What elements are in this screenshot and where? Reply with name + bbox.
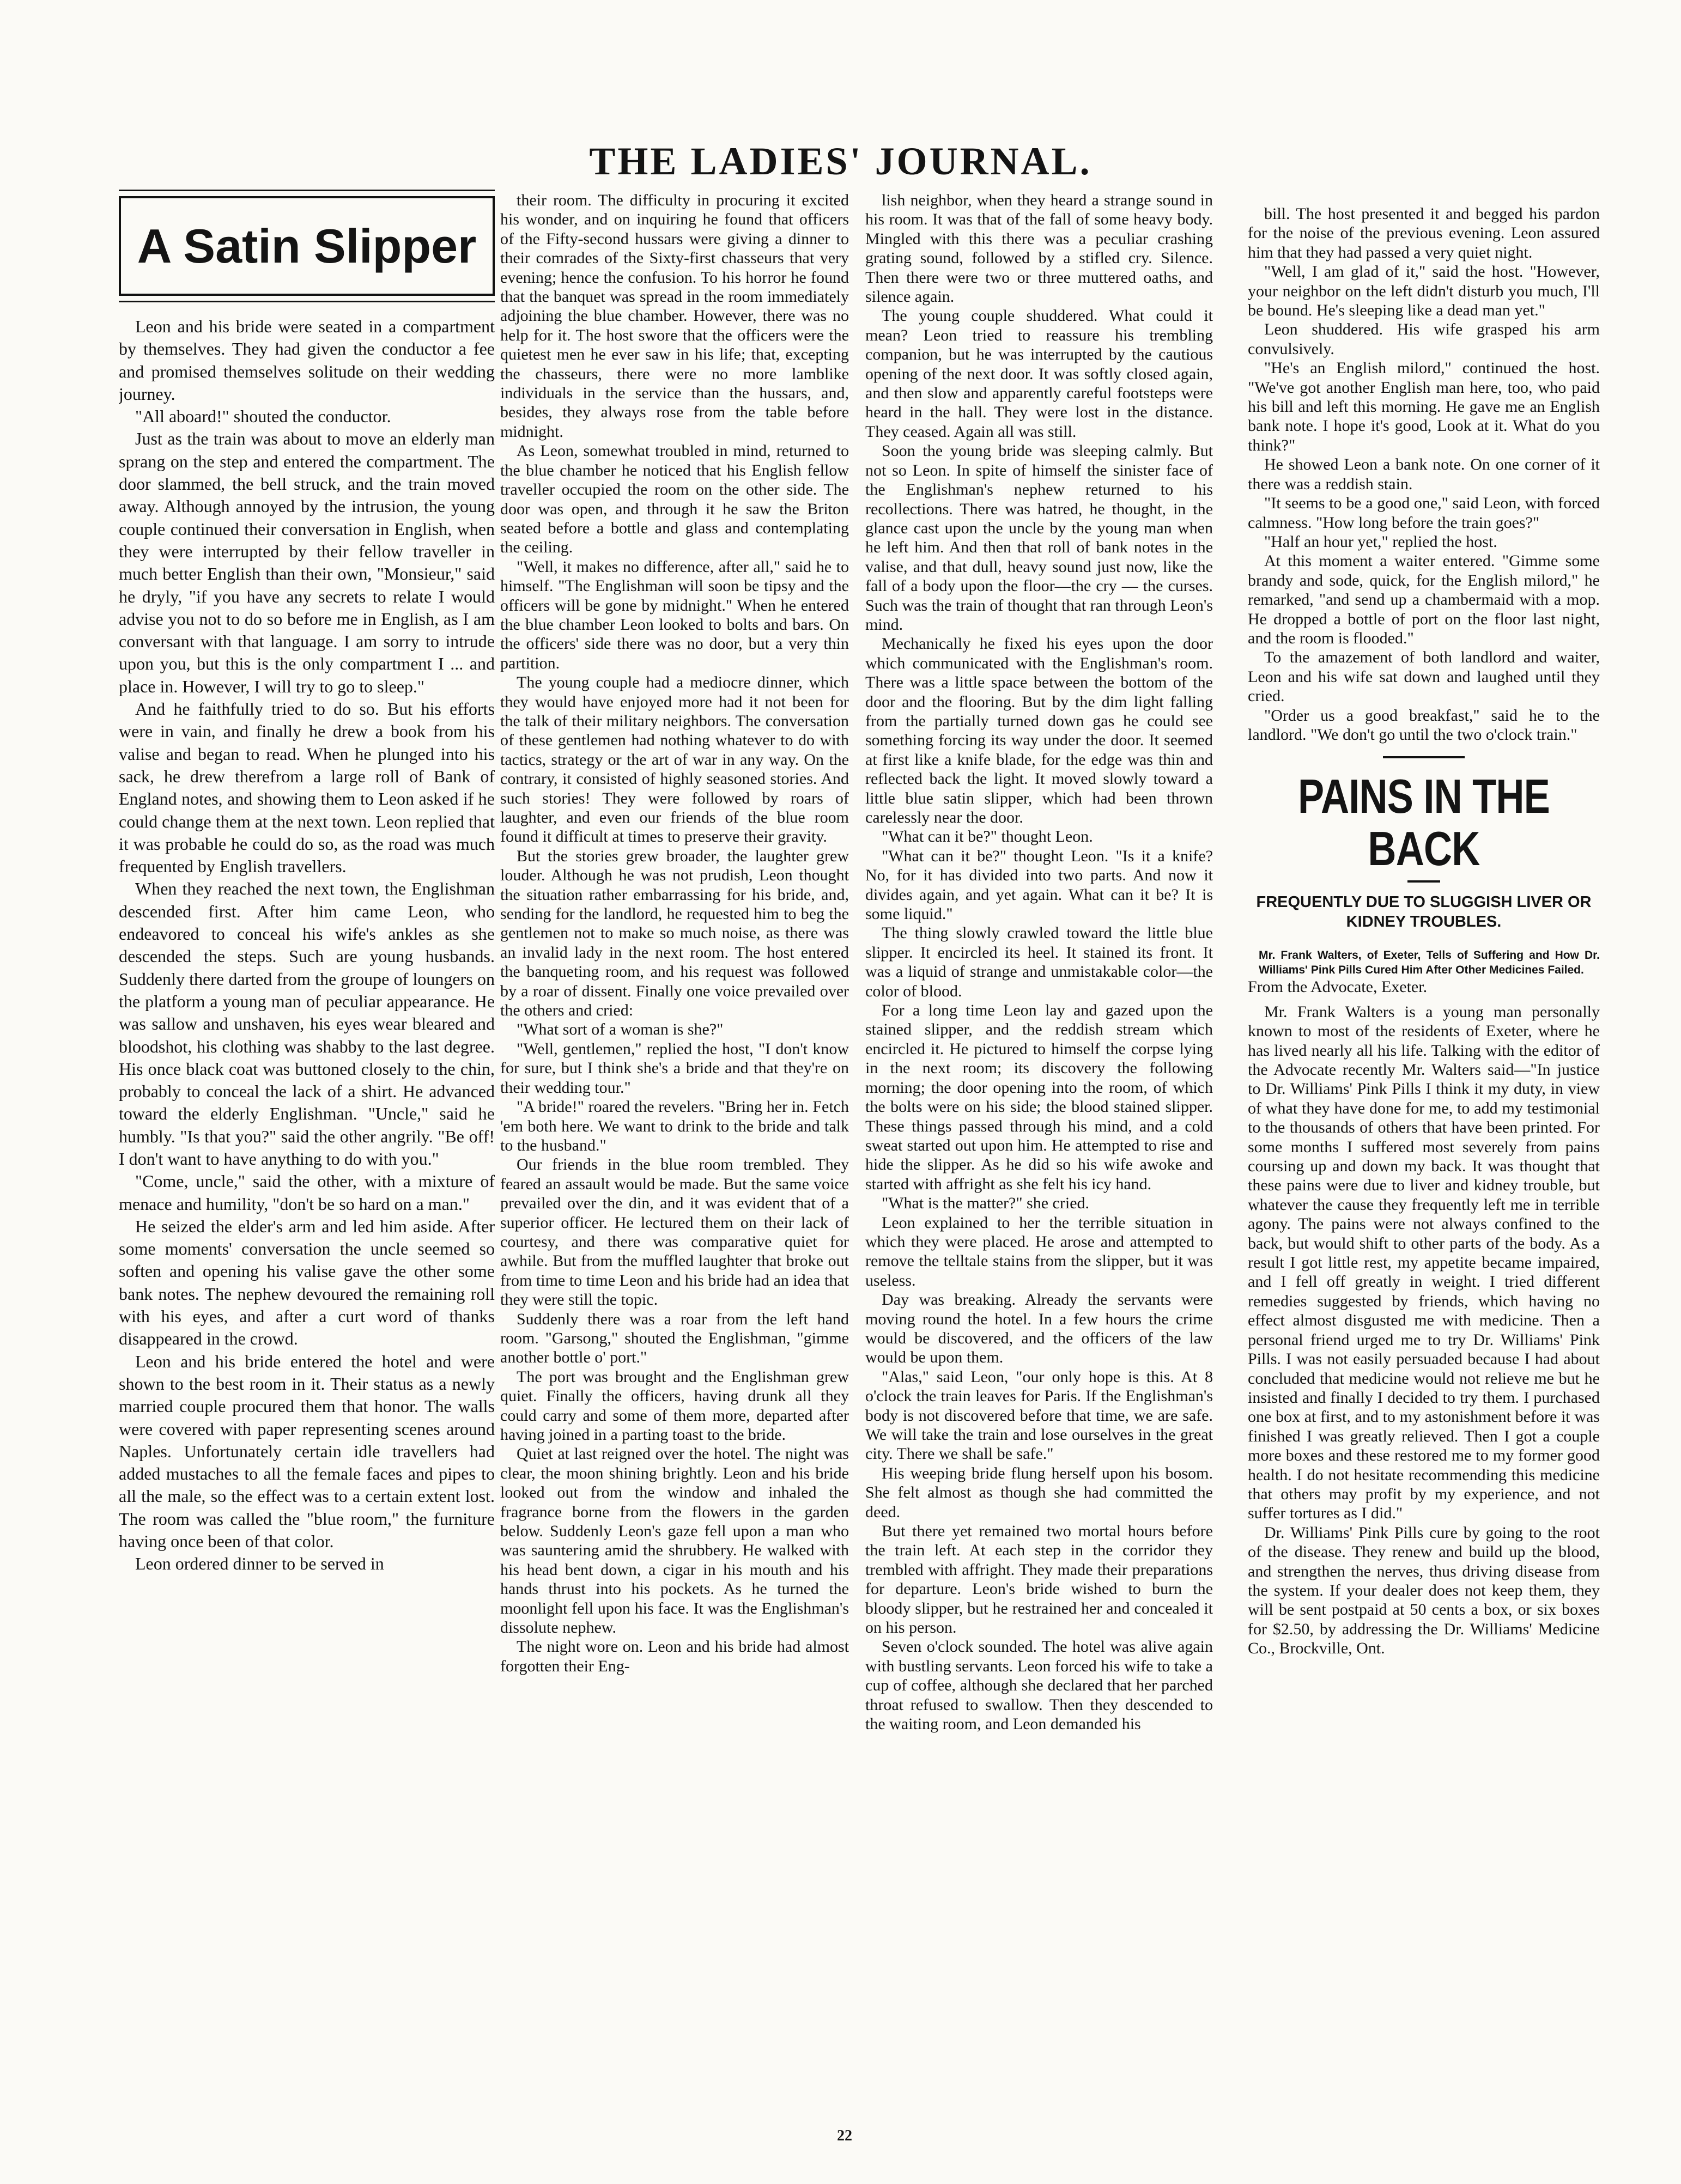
paragraph: Leon and his bride were seated in a compartment by themselves. They had given the conductor a fee and promised themselves solitude on their wedding journey. bbox=[119, 317, 495, 404]
paragraph: Our friends in the blue room trembled. They feared an assault would be made. But the same voice prevailed over the din, and it was evident that of a superior officer. He lectured them on their lack of courtesy, and there was comparative quiet for awhile. But from the muffled laughter that broke out from time to time Leon and his bride had an idea that they were still the topic. bbox=[500, 1155, 849, 1309]
column-1 bbox=[119, 180, 495, 2130]
paragraph: Mechanically he fixed his eyes upon the door which communicated with the Englishman's room. There was a little space between the bottom of the door and the flooring. But by the dim light falling from the partially turned down gas he could see something forcing its way under the door. It seemed at first like a knife blade, for the edge was thin and reflected back the light. It moved slowly toward a little blue satin slipper, which had been thrown carelessly near the door. bbox=[865, 635, 1213, 826]
paragraph: Leon ordered dinner to be served in bbox=[135, 1554, 384, 1574]
ad-source: From the Advocate, Exeter. bbox=[1248, 978, 1428, 996]
paragraph: "What sort of a woman is she?" bbox=[517, 1020, 724, 1039]
paragraph: Quiet at last reigned over the hotel. The night was clear, the moon shining brightly. Leon and his bride looked out from the window and inhaled the fragrance borne from the flowers in the garden below. Suddenly Leon's gaze fell upon a man who was sauntering amid the shrubbery. He walked with his head bent down, a cigar in his mouth and his hands thrust into his pockets. As he turned the moonlight fell upon his face. It was the Englishman's dissolute nephew. bbox=[500, 1445, 849, 1637]
paragraph: Leon and his bride entered the hotel and were shown to the best room in it. Their status as a newly married couple procured them that honor. The walls were covered with paper representing scenes around Naples. Unfortunately certain idle travellers had added mustaches to all the female faces and pipes to all the male, so the effect was to a certain extent lost. The room was called the "blue room," the furniture having once been of that color. bbox=[119, 1351, 495, 1552]
paragraph: "Well, I am glad of it," said the host. "However, your neighbor on the left didn't disturb you much, I'll be bound. He's sleeping like a dead man yet." bbox=[1248, 263, 1600, 320]
paragraph: But the stories grew broader, the laughter grew louder. Although he was not prudish, Leon thought the situation rather embarrassing for his bride, and, sending for the landlord, he requested him to beg the gentlemen not to make so much noise, as there was an invalid lady in the next room. The host entered the banqueting room, and his request was followed by a roar of dissent. Finally one voice prevailed over the others and cried: bbox=[500, 847, 849, 1020]
paragraph: lish neighbor, when they heard a strange sound in his room. It was that of the fall of some heavy body. Mingled with this there was a peculiar crashing grating sound, followed by a stifled cry. Silence. Then there were two or three muttered oaths, and silence again. bbox=[865, 191, 1213, 306]
column-4 bbox=[1248, 204, 1600, 2155]
paragraph: Dr. Williams' Pink Pills cure by going to the root of the disease. They renew and build up the blood, and strengthen the nerves, thus driving disease from the system. If your dealer does not keep them, they will be sent postpaid at 50 cents a box, or six boxes for $2.50, by addressing the Dr. Williams' Medicine Co., Brockville, Ont. bbox=[1248, 1523, 1600, 1658]
paragraph: "Half an hour yet," replied the host. bbox=[1264, 532, 1497, 551]
paragraph: Mr. Frank Walters is a young man personally known to most of the residents of Exeter, where he has lived nearly all his life. Talking with the editor of the Advocate recently Mr. Walters said—"In justice to Dr. Williams' Pink Pills I think it my duty, in view of what they have done for me, to add my testimonial to the thousands of others that have been printed. For some months I suffered most severely from pains coursing up and down my back. It was thought that these pains were due to liver and kidney trouble, but whatever the cause they frequently left me in terrible agony. The pains were not always confined to the back, but would shift to other parts of the body. As a result I got little rest, my appetite became impaired, and I fell off greatly in weight. I tried different remedies suggested by friends, which having no effect almost disgusted me with medicine. Then a personal friend urged me to try Dr. Williams' Pink Pills. I was not easily persuaded because I had about concluded that medicine would not relieve me but he insisted and finally I decided to try them. I purchased one box at first, and to my astonishment before it was finished I was greatly relieved. Then I got a couple more boxes and these restored me to my former good health. I do not hesitate recommending this medicine that others may profit by my experience, and not suffer tortures as I did." bbox=[1248, 1002, 1600, 1523]
paragraph: "What is the matter?" she cried. bbox=[882, 1194, 1090, 1213]
paragraph: He seized the elder's arm and led him aside. After some moments' conversation the uncle seemed so soften and opening his valise gave the other some bank notes. The nephew devoured the remaining roll with his eyes, and after a curt word of thanks disappeared in the crowd. bbox=[119, 1216, 495, 1349]
paragraph: And he faithfully tried to do so. But his efforts were in vain, and finally he drew a book from his valise and began to read. When he plunged into his sack, he drew therefrom a large roll of Bank of England notes, and showing them to Leon asked if he could change them at the next town. Leon replied that it was probable he could do so, as the road was much frequented by English travellers. bbox=[119, 699, 495, 877]
masthead: THE LADIES' JOURNAL. bbox=[589, 139, 1092, 183]
paragraph: The thing slowly crawled toward the little blue slipper. It encircled its heel. It stained its front. It was a liquid of strange and unmistakable color—the color of blood. bbox=[865, 924, 1213, 1000]
ad-headline: PAINS IN THE BACK bbox=[1298, 769, 1550, 876]
paragraph: Seven o'clock sounded. The hotel was alive again with bustling servants. Leon forced his wife to take a cup of coffee, although she declared that her parched throat refused to swallow. Then they descended to the waiting room, and Leon demanded his bbox=[865, 1638, 1213, 1733]
column-3 bbox=[865, 191, 1213, 2141]
paragraph: "Alas," said Leon, "our only hope is this. At 8 o'clock the train leaves for Paris. If the Englishman's body is not discovered before that time, we are safe. We will take the train and lose ourselves in the great city. There we shall be safe." bbox=[865, 1367, 1213, 1463]
story-title-box bbox=[119, 196, 495, 296]
page-number: 22 bbox=[837, 2127, 852, 2144]
paragraph: The port was brought and the Englishman grew quiet. Finally the officers, having drunk all they could carry and some of them more, departed after having joined in a parting toast to the bride. bbox=[500, 1367, 849, 1444]
paragraph: "Well, it makes no difference, after all," said he to himself. "The Englishman will soon be tipsy and the officers will be gone by midnight." When he entered the blue chamber Leon looked to bolts and bars. On the officers' side there was no door, but a very thin partition. bbox=[500, 557, 849, 672]
paragraph: "Come, uncle," said the other, with a mixture of menace and humility, "don't be so hard on a man." bbox=[119, 1171, 495, 1214]
paragraph: Suddenly there was a roar from the left hand room. "Garsong," shouted the Englishman, "gimme another bottle o' port." bbox=[500, 1310, 849, 1367]
divider bbox=[1383, 756, 1465, 758]
paragraph: The young couple had a mediocre dinner, which they would have enjoyed more had it not been for the talk of their military neighbors. The conversation of these gentlemen had nothing whatever to do with tactics, strategy or the art of war in any way. On the contrary, it consisted of highly seasoned stories. And such stories! They were followed by roars of laughter, and even our friends of the blue room found it difficult at times to preserve their gravity. bbox=[500, 673, 849, 846]
paragraph: Leon explained to her the terrible situation in which they were placed. He arose and attempted to remove the telltale stains from the slipper, but it was useless. bbox=[865, 1213, 1213, 1289]
paragraph: "It seems to be a good one," said Leon, with forced calmness. "How long before the train goes?" bbox=[1248, 494, 1600, 532]
paragraph: At this moment a waiter entered. "Gimme some brandy and sode, quick, for the English milord," he remarked, "and send up a chambermaid with a mop. He dropped a bottle of port on the floor last night, and the room is flooded." bbox=[1248, 552, 1600, 647]
ad-deck: Mr. Frank Walters, of Exeter, Tells of Suffering and How Dr. Williams' Pink Pills Cured Him After Other Medicines Failed. bbox=[1259, 949, 1600, 977]
paragraph: Just as the train was about to move an elderly man sprang on the step and entered the compartment. The door slammed, the bell struck, and the train moved away. Although annoyed by the intrusion, the young couple continued their conversation in English, when they were interrupted by their fellow traveller in much better English than their own, "Monsieur," said he dryly, "if you have any secrets to relate I would advise you not to do so before me in English, as I am conversant with that language. I am sorry to intrude upon you, but this is the only compartment I ... and place in. However, I will try to go to sleep." bbox=[119, 429, 495, 696]
paragraph: Day was breaking. Already the servants were moving round the hotel. In a few hours the crime would be discovered, and the officers of the law would be upon them. bbox=[865, 1291, 1213, 1367]
paragraph: As Leon, somewhat troubled in mind, returned to the blue chamber he noticed that his English fellow traveller occupied the room on the other side. The door was open, and through it he saw the Briton seated before a bottle and glass and contemplating the ceiling. bbox=[500, 442, 849, 557]
paragraph: His weeping bride flung herself upon his bosom. She felt almost as though she had committed the deed. bbox=[865, 1464, 1213, 1521]
paragraph: Soon the young bride was sleeping calmly. But not so Leon. In spite of himself the sinister face of the Englishman's nephew returned to his recollections. There was hatred, he thought, in the glance cast upon the uncle by the young man when he left him. And then that roll of bank notes in the valise, and that dull, heavy sound just now, like the fall of a body upon the floor—the cry — the curses. Such was the train of thought that ran through Leon's mind. bbox=[865, 442, 1213, 634]
story-body-col1 bbox=[119, 315, 495, 1575]
ad-subhead: FREQUENTLY DUE TO SLUGGISH LIVER OR KIDNEY TROUBLES. bbox=[1256, 893, 1592, 931]
paragraph: "All aboard!" shouted the conductor. bbox=[135, 406, 391, 427]
paragraph: bill. The host presented it and begged his pardon for the noise of the previous evening. Leon assured him that they had passed a very quiet night. bbox=[1248, 205, 1600, 261]
story-title: A Satin Slipper bbox=[137, 218, 477, 273]
divider bbox=[1407, 880, 1440, 883]
paragraph: "Order us a good breakfast," said he to the landlord. "We don't go until the two o'clock train." bbox=[1248, 706, 1600, 744]
paragraph: The night wore on. Leon and his bride had almost forgotten their Eng- bbox=[500, 1638, 849, 1675]
paragraph: He showed Leon a bank note. On one corner of it there was a reddish stain. bbox=[1248, 455, 1600, 493]
paragraph: "What can it be?" thought Leon. "Is it a knife? No, for it has divided into two parts. And now it divides again, and yet again. What can it be? It is some liquid." bbox=[865, 847, 1213, 923]
paragraph: Leon shuddered. His wife grasped his arm convulsively. bbox=[1248, 320, 1600, 358]
paragraph: When they reached the next town, the Englishman descended first. After him came Leon, who endeavored to conceal his wife's ankles as she descended the steps. Such are young husbands. Suddenly there darted from the groupe of loungers on the platform a young man of peculiar appearance. He was sallow and unshaven, his eyes wear bleared and bloodshot, his clothing was shabby to the last degree. His once black coat was buttoned closely to the chin, probably to conceal the lack of a shirt. He advanced toward the elderly Englishman. "Uncle," said he humbly. "Is that you?" said the other angrily. "Be off! I don't want to have anything to do with you." bbox=[119, 879, 495, 1169]
paragraph: "He's an English milord," continued the host. "We've got another English man here, too, who paid his bill and left this morning. He gave me an English bank note. I hope it's good, Look at it. What do you think?" bbox=[1248, 359, 1600, 454]
paragraph: But there yet remained two mortal hours before the train left. At each step in the corridor they trembled with affright. They made their preparations for departure. Leon's bride wished to burn the bloody slipper, but he restrained her and concealed it on his person. bbox=[865, 1522, 1213, 1637]
paragraph: For a long time Leon lay and gazed upon the stained slipper, and the reddish stream which encircled it. He pictured to himself the corpse lying in the next room; its discovery the following morning; the door opening into the room, of which the bolts were on his side; the blood stained slipper. These things passed through his mind, and a cold sweat started out upon him. He attempted to rise and hide the slipper. As he did so his wife awoke and started with affright as she felt his icy hand. bbox=[865, 1001, 1213, 1193]
paragraph: "A bride!" roared the revelers. "Bring her in. Fetch 'em both here. We want to drink to the bride and talk to the husband." bbox=[500, 1098, 849, 1154]
paragraph: their room. The difficulty in procuring it excited his wonder, and on inquiring he found that officers of the Fifty-second hussars were giving a dinner to their comrades of the Sixty-first chasseurs that very evening; hence the confusion. To his horror he found that the banquet was spread in the room immediately adjoining the blue chamber. However, there was no help for it. The host swore that the officers were the quietest men he ever saw in his life; that, excepting the chasseurs, there were no more lamblike individuals in the service than the hussars, and, besides, they always rose from the table before midnight. bbox=[500, 191, 849, 441]
paragraph: "Well, gentlemen," replied the host, "I don't know for sure, but I think she's a bride and that they're on their wedding tour." bbox=[500, 1039, 849, 1097]
column-2 bbox=[500, 191, 849, 2141]
paragraph: The young couple shuddered. What could it mean? Leon tried to reassure his trembling companion, but he was interrupted by the cautious opening of the next door. It was softly closed again, and then slow and apparently careful footsteps were heard in the hall. They were lost in the distance. They ceased. Again all was still. bbox=[865, 307, 1213, 441]
paragraph: To the amazement of both landlord and waiter, Leon and his wife sat down and laughed until they cried. bbox=[1248, 648, 1600, 705]
paragraph: "What can it be?" thought Leon. bbox=[882, 828, 1093, 846]
